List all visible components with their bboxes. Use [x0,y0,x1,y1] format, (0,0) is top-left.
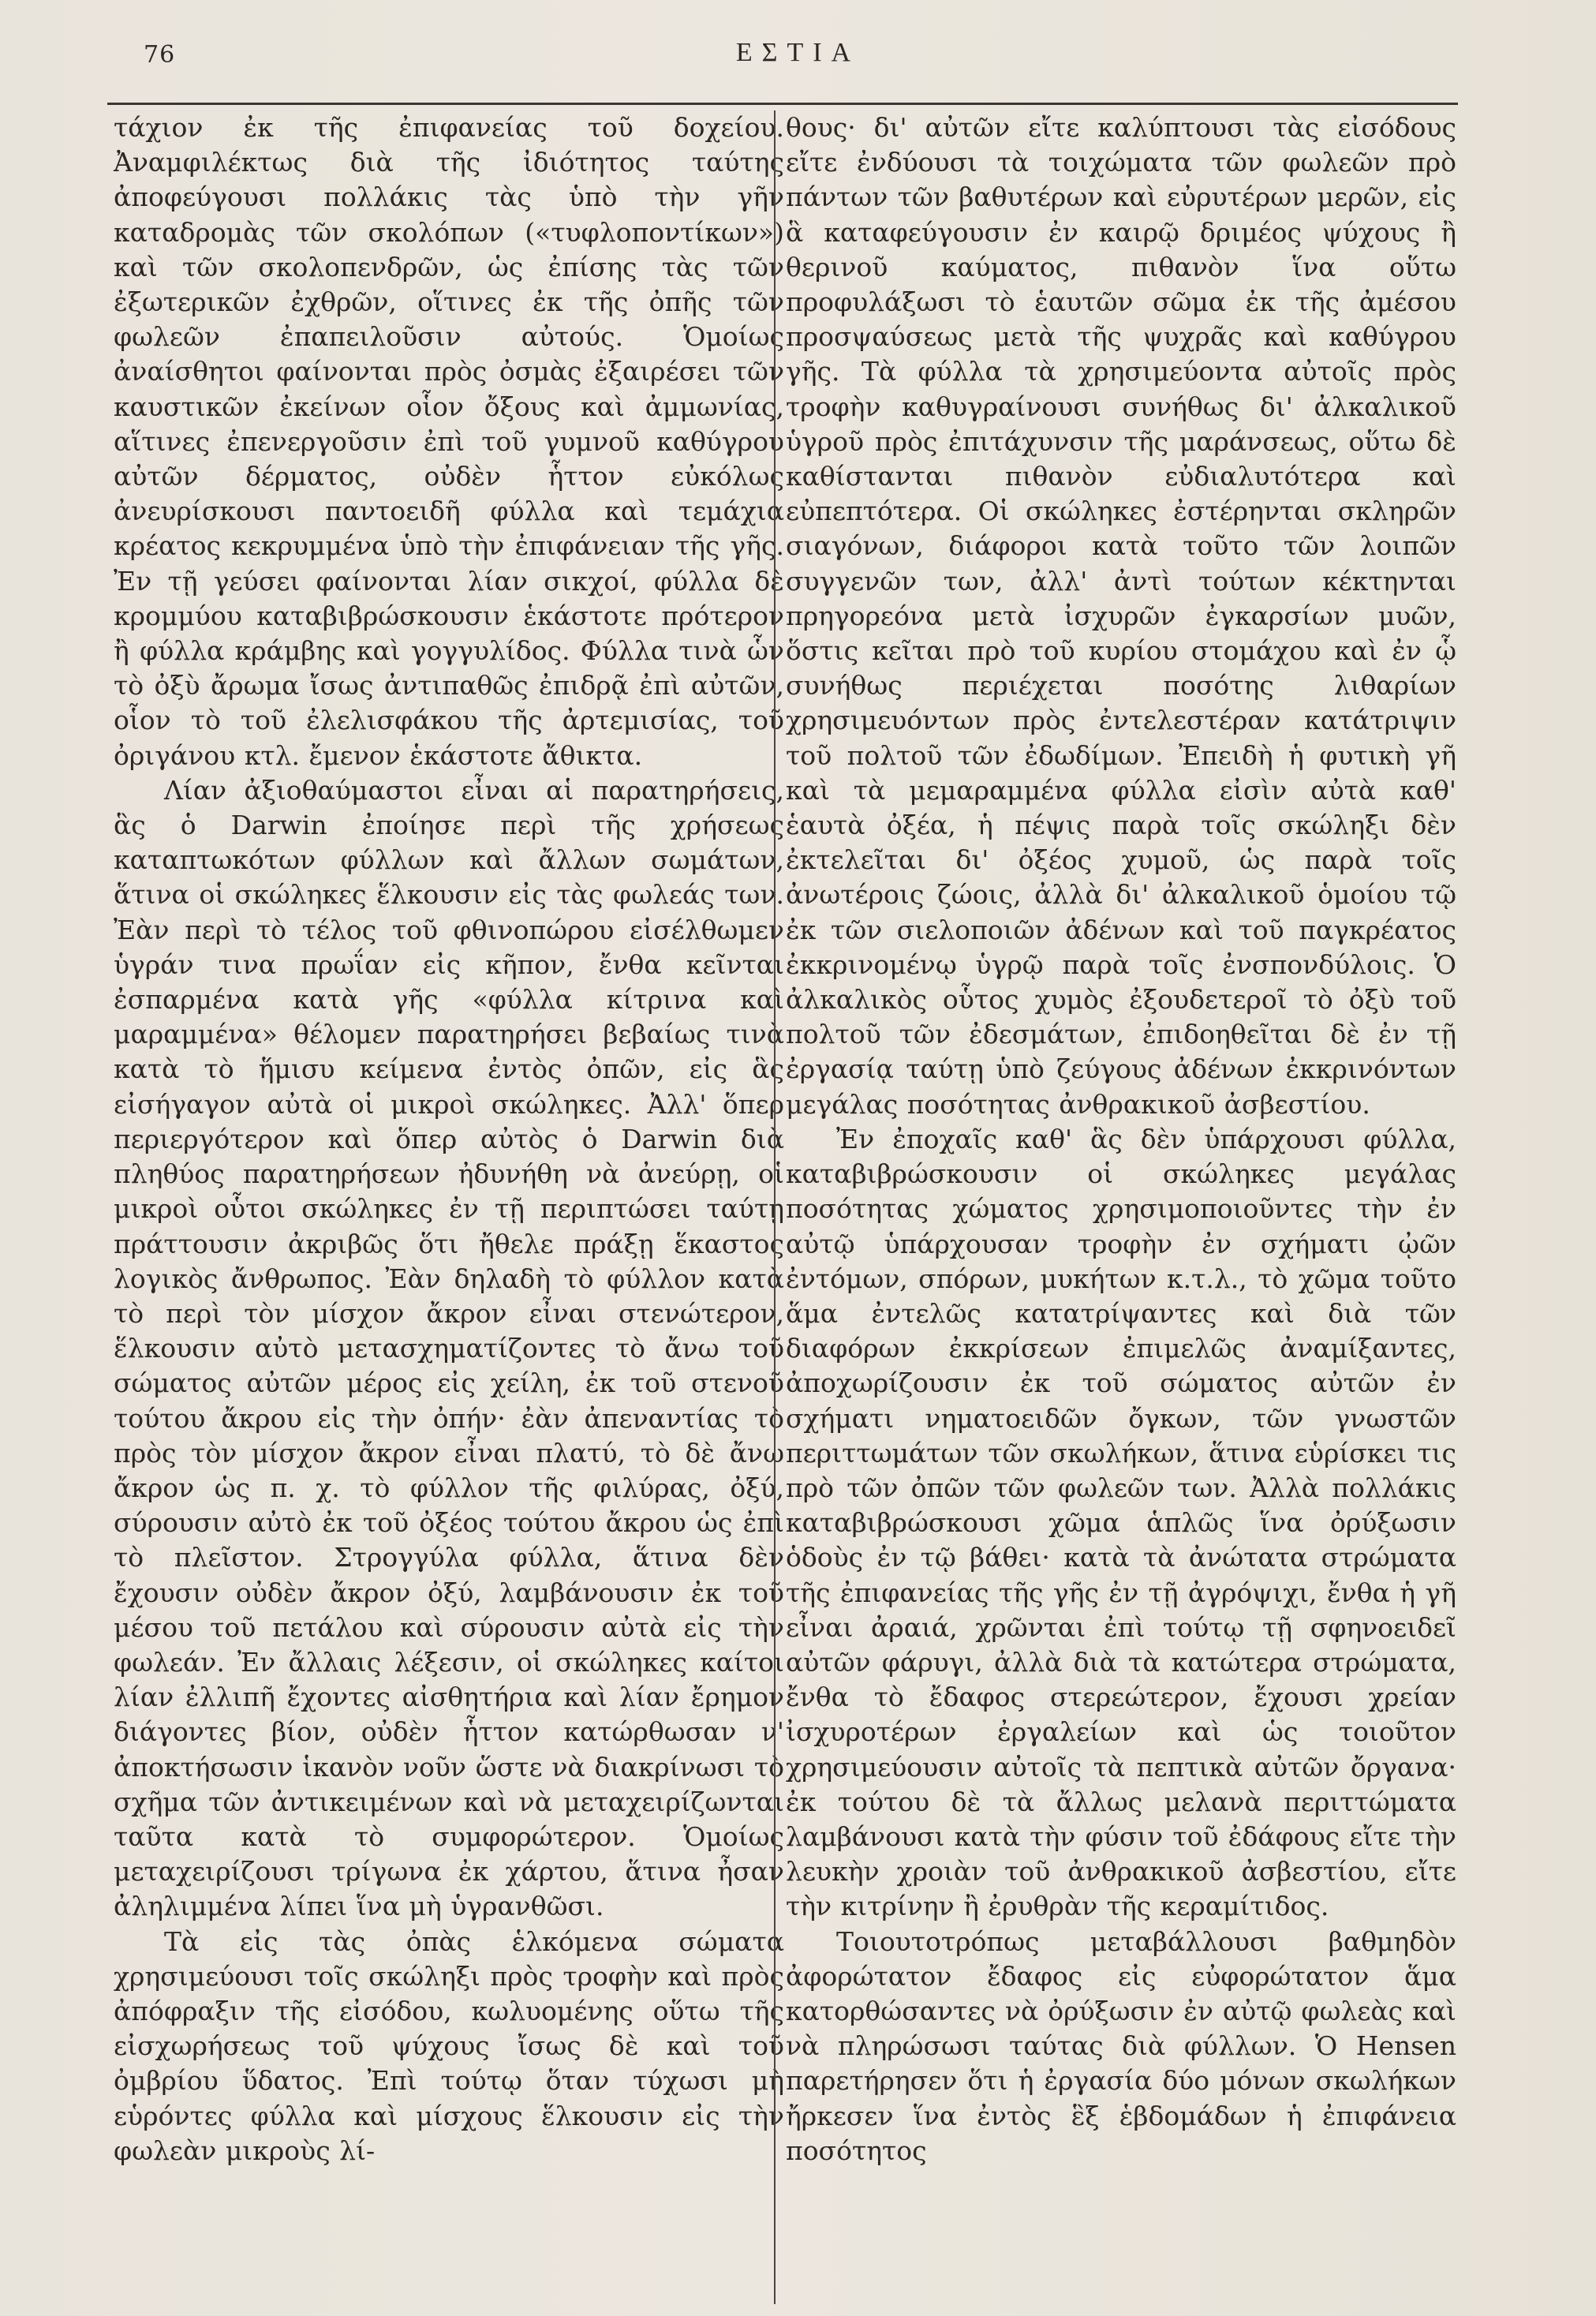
paragraph: θους· δι' αὐτῶν εἴτε καλύπτουσι τὰς εἰσόδους εἴτε ἐνδύουσι τὰ τοιχώματα τῶν φωλεῶν πρὸ πάντων τῶν βαθυτέρων καὶ εὐρυτέρων μερῶν, εἰς ἃ καταφεύγουσιν ἐν καιρῷ δριμέος ψύχους ἢ θερινοῦ καύματος, πιθανὸν ἵνα οὕτω προφυλάξωσι τὸ ἑαυτῶν σῶμα ἐκ τῆς ἀμέσου προσψαύσεως μετὰ τῆς ψυχρᾶς καὶ καθύγρου γῆς. Τὰ φύλλα τὰ χρησιμεύοντα αὐτοῖς πρὸς τροφὴν καθυγραίνουσι συνήθως δι' ἀλκαλικοῦ ὑγροῦ πρὸς ἐπιτάχυνσιν τῆς μαράνσεως, οὕτω δὲ καθίστανται πιθανὸν εὐδιαλυτότερα καὶ εὐπεπτότερα. Οἱ σκώληκες ἐστέρηνται σκληρῶν σιαγόνων, διάφοροι κατὰ τοῦτο τῶν λοιπῶν συγγενῶν των, ἀλλ' ἀντὶ τούτων κέκτηνται πρηγορεόνα μετὰ ἰσχυρῶν ἐγκαρσίων μυῶν, ὅστις κεῖται πρὸ τοῦ κυρίου στομάχου καὶ ἐν ᾧ συνήθως περιέχεται ποσότης λιθαρίων χρησιμευόντων πρὸς ἐντελεστέραν κατάτριψιν τοῦ πολτοῦ τῶν ἐδωδίμων. Ἐπειδὴ ἡ φυτικὴ γῆ καὶ τὰ μεμαραμμένα φύλλα εἰσὶν αὐτὰ καθ' ἑαυτὰ ὀξέα, ἡ πέψις παρὰ τοῖς σκώληξι δὲν ἐκτελεῖται δι' ὀξέος χυμοῦ, ὡς παρὰ τοῖς ἀνωτέροις ζώοις, ἀλλὰ δι' ἀλκαλικοῦ ὁμοίου τῷ ἐκ τῶν σιελοποιῶν ἀδένων καὶ τοῦ παγκρέατος ἐκκρινομένῳ ὑγρῷ παρὰ τοῖς ἐνσπονδύλοις. Ὁ ἀλκαλικὸς οὗτος χυμὸς ἐξουδετεροῖ τὸ ὀξὺ τοῦ πολτοῦ τῶν ἐδεσμάτων, ἐπιδοηθεῖται δὲ ἐν τῇ ἐργασίᾳ ταύτῃ ὑπὸ ζεύγους ἀδένων ἐκκρινόντων μεγάλας ποσότητας ἀνθρακικοῦ ἀσβεστίου. [786,112,1456,1120]
column-divider [774,110,776,2304]
journal-name: ΕΣΤΙΑ [735,38,861,67]
paragraph: τάχιον ἐκ τῆς ἐπιφανείας τοῦ δοχείου. Ἀναμφιλέκτως διὰ τῆς ἰδιότητος ταύτης ἀποφεύγουσι πολλάκις τὰς ὑπὸ τὴν γῆν καταδρομὰς τῶν σκολόπων («τυφλοποντίκων») καὶ τῶν σκολοπενδρῶν, ὡς ἐπίσης τὰς τῶν ἐξωτερικῶν ἐχθρῶν, οἵτινες ἐκ τῆς ὀπῆς τῶν φωλεῶν ἐπαπειλοῦσιν αὐτούς. Ὁμοίως ἀναίσθητοι φαίνονται πρὸς ὀσμὰς ἐξαιρέσει τῶν καυστικῶν ἐκείνων οἷον ὄξους καὶ ἀμμωνίας, αἵτινες ἐπενεργοῦσιν ἐπὶ τοῦ γυμνοῦ καθύγρου αὐτῶν δέρματος, οὐδὲν ἧττον εὐκόλως ἀνευρίσκουσι παντοειδῆ φύλλα καὶ τεμάχια κρέατος κεκρυμμένα ὑπὸ τὴν ἐπιφάνειαν τῆς γῆς. Ἐν τῇ γεύσει φαίνονται λίαν σικχοί, φύλλα δὲ κρομμύου καταβιβρώσκουσιν ἑκάστοτε πρότερον ἢ φύλλα κράμβης καὶ γογγυλίδος. Φύλλα τινὰ ὧν τὸ ὀξὺ ἄρωμα ἴσως ἀντιπαθῶς ἐπιδρᾷ ἐπὶ αὐτῶν, οἷον τὸ τοῦ ἐλελισφάκου τῆς ἀρτεμισίας, τοῦ ὀριγάνου κτλ. ἔμενον ἑκάστοτε ἄθικτα. [114,112,784,771]
paragraph: Τοιουτοτρόπως μεταβάλλουσι βαθμηδὸν ἀφορώτατον ἔδαφος εἰς εὐφορώτατον ἅμα κατορθώσαντες νὰ ὀρύξωσιν ἐν αὐτῷ φωλεὰς καὶ νὰ πληρώσωσι ταύτας διὰ φύλλων. Ὁ Hensen παρετήρησεν ὅτι ἡ ἐργασία δύο μόνων σκωλήκων ἤρκεσεν ἵνα ἐντὸς ἓξ ἑβδομάδων ἡ ἐπιφάνεια ποσότητος [786,1925,1456,2166]
header-rule [107,103,1458,105]
left-column [114,110,784,2168]
page-header [0,35,1596,82]
paragraph: Ἐν ἐποχαῖς καθ' ἃς δὲν ὑπάρχουσι φύλλα, καταβιβρώσκουσιν οἱ σκώληκες μεγάλας ποσότητας χώματος χρησιμοποιοῦντες τὴν ἐν αὐτῷ ὑπάρχουσαν τροφὴν ἐν σχήματι ᾠῶν ἐντόμων, σπόρων, μυκήτων κ.τ.λ., τὸ χῶμα τοῦτο ἅμα ἐντελῶς κατατρίψαντες καὶ διὰ τῶν διαφόρων ἐκκρίσεων ἐπιμελῶς ἀναμίξαντες, ἀποχωρίζουσιν ἐκ τοῦ σώματος αὐτῶν ἐν σχήματι νηματοειδῶν ὄγκων, τῶν γνωστῶν περιττωμάτων τῶν σκωλήκων, ἅτινα εὑρίσκει τις πρὸ τῶν ὀπῶν τῶν φωλεῶν των. Ἀλλὰ πολλάκις καταβιβρώσκουσι χῶμα ἁπλῶς ἵνα ὀρύξωσιν ὁδοὺς ἐν τῷ βάθει· κατὰ τὰ ἀνώτατα στρώματα τῆς ἐπιφανείας τῆς γῆς ἐν τῇ ἀγρόψιχι, ἔνθα ἡ γῆ εἶναι ἀραιά, χρῶνται ἐπὶ τούτῳ τῇ σφηνοειδεῖ αὐτῶν φάρυγι, ἀλλὰ διὰ τὰ κατώτερα στρώματα, ἔνθα τὸ ἔδαφος στερεώτερον, ἔχουσι χρείαν ἰσχυροτέρων ἐργαλείων καὶ ὡς τοιοῦτον χρησιμεύουσιν αὐτοῖς τὰ πεπτικὰ αὐτῶν ὄργανα· ἐκ τούτου δὲ τὰ ἄλλως μελανὰ περιττώματα λαμβάνουσι κατὰ τὴν φύσιν τοῦ ἐδάφους εἴτε τὴν λευκὴν χροιὰν τοῦ ἀνθρακικοῦ ἀσβεστίου, εἴτε τὴν κιτρίνην ἢ ἐρυθρὰν τῆς κεραμίτιδος. [786,1123,1456,1922]
paragraph: Λίαν ἀξιοθαύμαστοι εἶναι αἱ παρατηρήσεις, ἃς ὁ Darwin ἐποίησε περὶ τῆς χρήσεως καταπτωκότων φύλλων καὶ ἄλλων σωμάτων, ἅτινα οἱ σκώληκες ἕλκουσιν εἰς τὰς φωλεάς των. Ἐὰν περὶ τὸ τέλος τοῦ φθινοπώρου εἰσέλθωμεν ὑγράν τινα πρωΐαν εἰς κῆπον, ἔνθα κεῖνται ἐσπαρμένα κατὰ γῆς «φύλλα κίτρινα καὶ μαραμμένα» θέλομεν παρατηρήσει βεβαίως τινὰ κατὰ τὸ ἥμισυ κείμενα ἐντὸς ὀπῶν, εἰς ἃς εἰσήγαγον αὐτὰ οἱ μικροὶ σκώληκες. Ἀλλ' ὅπερ περιεργότερον καὶ ὅπερ αὐτὸς ὁ Darwin διὰ πληθύος παρατηρήσεων ἠδυνήθη νὰ ἀνεύρῃ, οἱ μικροὶ οὗτοι σκώληκες ἐν τῇ περιπτώσει ταύτῃ πράττουσιν ἀκριβῶς ὅτι ἤθελε πράξῃ ἕκαστος λογικὸς ἄνθρωπος. Ἐὰν δηλαδὴ τὸ φύλλον κατὰ τὸ περὶ τὸν μίσχον ἄκρον εἶναι στενώτερον, ἕλκουσιν αὐτὸ μετασχηματίζοντες τὸ ἄνω τοῦ σώματος αὐτῶν μέρος εἰς χείλη, ἐκ τοῦ στενοῦ τούτου ἄκρου εἰς τὴν ὀπήν· ἐὰν ἀπεναντίας τὸ πρὸς τὸν μίσχον ἄκρον εἶναι πλατύ, τὸ δὲ ἄνω ἄκρον ὡς π. χ. τὸ φύλλον τῆς φιλύρας, ὀξύ, σύρουσιν αὐτὸ ἐκ τοῦ ὀξέος τούτου ἄκρου ὡς ἐπὶ τὸ πλεῖστον. Στρογγύλα φύλλα, ἅτινα δὲν ἔχουσιν οὐδὲν ἄκρον ὀξύ, λαμβάνουσιν ἐκ τοῦ μέσου τοῦ πετάλου καὶ σύρουσιν αὐτὰ εἰς τὴν φωλεάν. Ἐν ἄλλαις λέξεσιν, οἱ σκώληκες καίτοι λίαν ἐλλιπῆ ἔχοντες αἰσθητήρια καὶ λίαν ἔρημον διάγοντες βίον, οὐδὲν ἧττον κατώρθωσαν ν' ἀποκτήσωσιν ἱκανὸν νοῦν ὥστε νὰ διακρίνωσι τὸ σχῆμα τῶν ἀντικειμένων καὶ νὰ μεταχειρίζωνται ταῦτα κατὰ τὸ συμφορώτερον. Ὁμοίως μεταχειρίζουσι τρίγωνα ἐκ χάρτου, ἅτινα ἦσαν ἀληλιμμένα λίπει ἵνα μὴ ὑγρανθῶσι. [114,774,784,1922]
page-number: 76 [144,41,176,69]
paragraph: Τὰ εἰς τὰς ὀπὰς ἑλκόμενα σώματα χρησιμεύουσι τοῖς σκώληξι πρὸς τροφὴν καὶ πρὸς ἀπόφραξιν τῆς εἰσόδου, κωλυομένης οὕτω τῆς εἰσχωρήσεως τοῦ ψύχους ἴσως δὲ καὶ τοῦ ὀμβρίου ὕδατος. Ἐπὶ τούτῳ ὅταν τύχωσι μὴ εὑρόντες φύλλα καὶ μίσχους ἕλκουσιν εἰς τὴν φωλεὰν μικροὺς λί- [114,1925,784,2166]
right-column [786,110,1456,2168]
